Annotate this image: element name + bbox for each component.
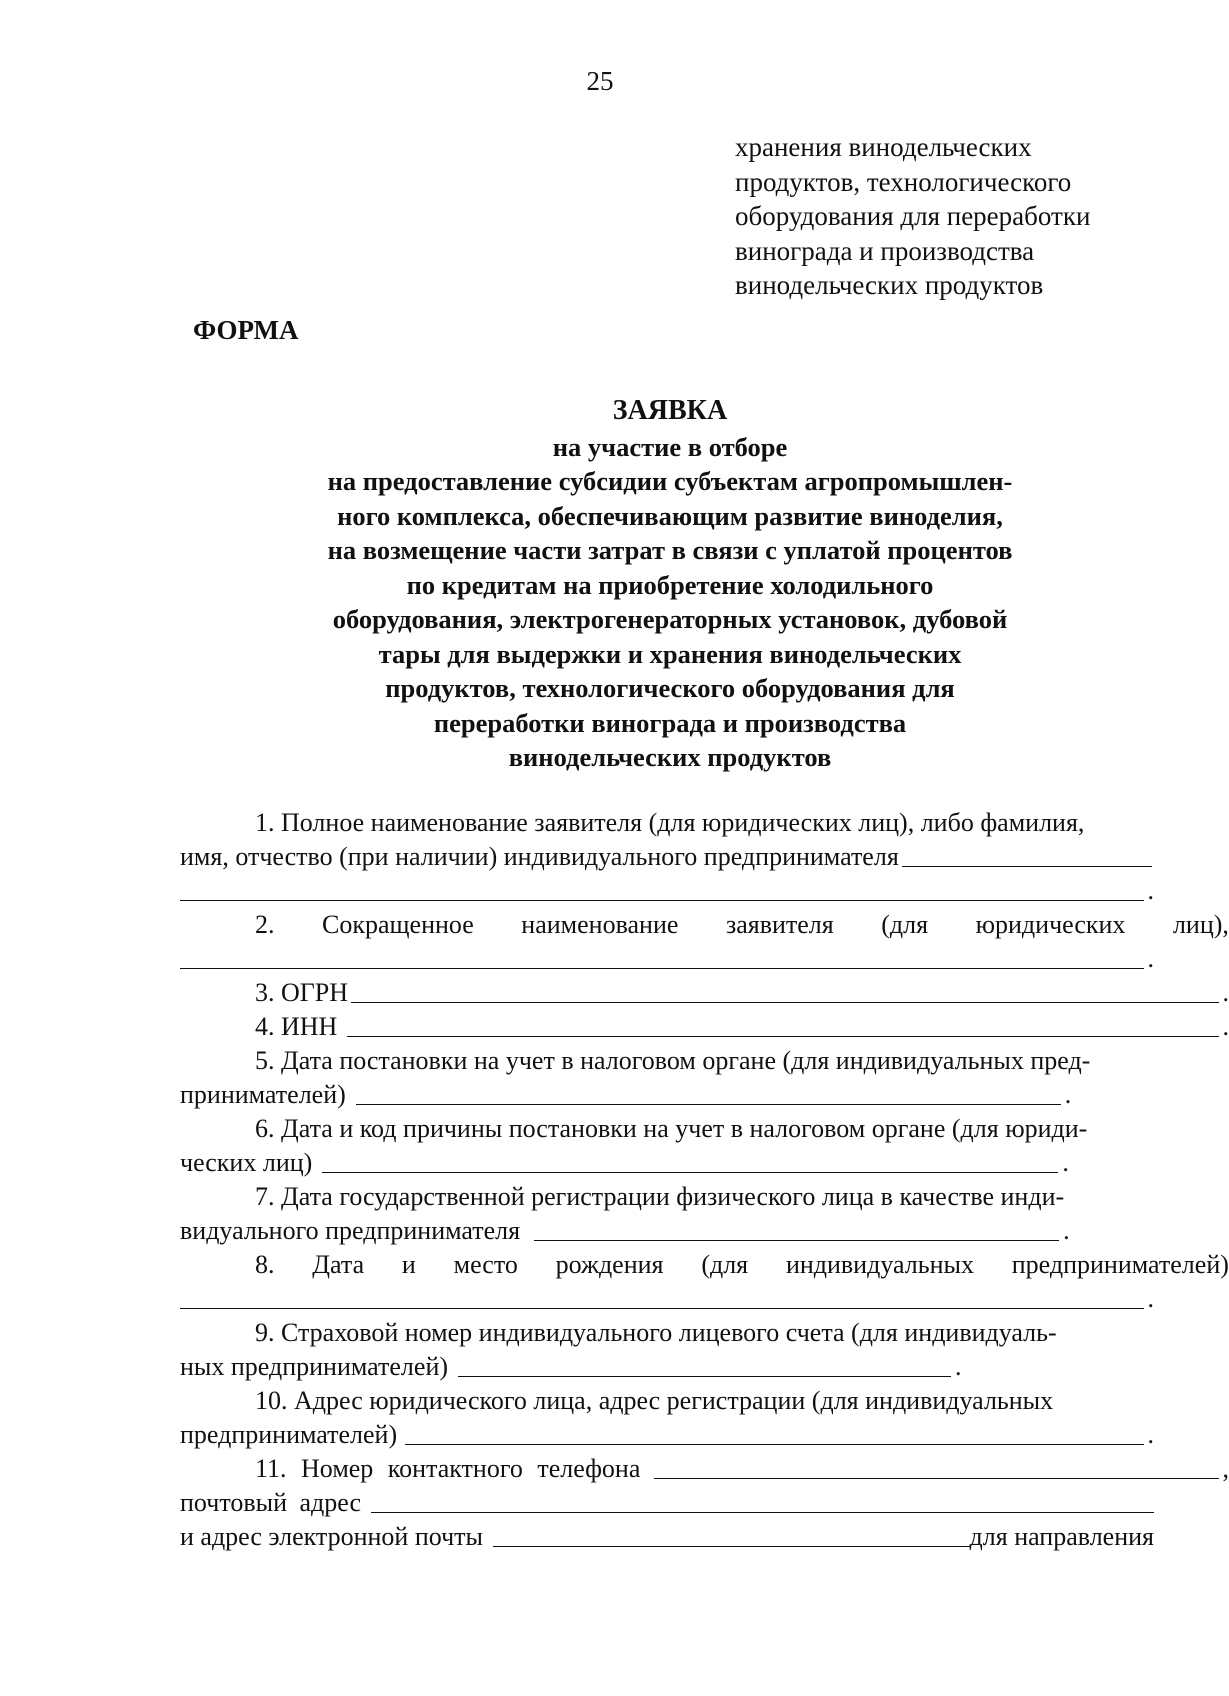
- title-line: на участие в отборе: [552, 431, 788, 462]
- item-11-line-2: почтовый адрес: [180, 1486, 1154, 1520]
- item-3-line: 3. ОГРН .: [255, 978, 1229, 1007]
- header-note-line: винограда и производства: [735, 235, 1035, 266]
- item-6-line-1: 6. Дата и код причины постановки на учет в налоговом органе (для юриди-: [255, 1114, 1088, 1143]
- tax-registration-code-field[interactable]: [322, 1148, 1058, 1173]
- applicant-name-field[interactable]: [902, 842, 1152, 867]
- page-number: 25: [586, 66, 614, 96]
- title-line: по кредитам на приобретение холодильного: [406, 569, 934, 600]
- item-7-line-2: видуального предпринимателя .: [180, 1216, 1070, 1245]
- item-4-line: 4. ИНН .: [255, 1012, 1229, 1041]
- header-note: [735, 130, 1155, 303]
- item-1-line-2: имя, отчество (при наличии) индивидуального предпринимателя: [180, 840, 1154, 874]
- item-1-line-1: 1. Полное наименование заявителя (для юридических лиц), либо фамилия,: [255, 808, 1085, 837]
- postal-address-field[interactable]: [371, 1488, 1154, 1513]
- item-8-line-1: 8. Дата и место рождения (для индивидуальных предпринимателей): [255, 1250, 1229, 1279]
- inn-field[interactable]: [347, 1012, 1218, 1037]
- item-10-line-2: предпринимателей) .: [180, 1420, 1154, 1449]
- item-10-line-1: 10. Адрес юридического лица, адрес регистрации (для индивидуальных: [255, 1386, 1054, 1415]
- item-5-line-2: принимателей) .: [180, 1080, 1072, 1109]
- state-registration-date-field[interactable]: [534, 1216, 1059, 1241]
- header-note-line: хранения винодельческих: [735, 132, 1032, 162]
- item-6-line-2: ческих лиц) .: [180, 1148, 1069, 1177]
- item-11-line-3: и адрес электронной почты для направления: [180, 1522, 1154, 1551]
- item-9-line-1: 9. Страховой номер индивидуального лицевого счета (для индивидуаль-: [255, 1318, 1057, 1347]
- legal-address-field[interactable]: [405, 1420, 1143, 1445]
- title-line: оборудования, электрогенераторных установок, дубовой: [332, 604, 1008, 634]
- header-note-line: оборудования для переработки: [735, 201, 1091, 231]
- header-note-line: винодельческих продуктов: [735, 270, 1044, 300]
- item-2-line-1: 2. Сокращенное наименование заявителя (для юридических лиц),: [255, 910, 1229, 939]
- email-field[interactable]: [493, 1522, 970, 1547]
- form-label: ФОРМА: [193, 315, 299, 345]
- item-7-line-1: 7. Дата государственной регистрации физического лица в качестве инди-: [255, 1182, 1065, 1211]
- title-line: переработки винограда и производства: [433, 707, 907, 738]
- document-title: [180, 394, 1160, 775]
- title-line: на возмещение части затрат в связи с уплатой процентов: [327, 535, 1013, 565]
- item-11-line-1: 11. Номер контактного телефона ,: [255, 1454, 1229, 1483]
- item-1-line-3: .: [180, 874, 1154, 908]
- title-line: ного комплекса, обеспечивающим развитие виноделия,: [337, 500, 1003, 531]
- applicant-name-field-cont[interactable]: [180, 876, 1144, 901]
- item-9-line-2: ных предпринимателей) .: [180, 1352, 962, 1381]
- title-line: тары для выдержки и хранения винодельческих: [378, 638, 962, 669]
- title-line: продуктов, технологического оборудования для: [385, 673, 955, 703]
- item-5-line-1: 5. Дата постановки на учет в налоговом органе (для индивидуальных пред-: [255, 1046, 1091, 1075]
- item-2-line-2: .: [180, 942, 1154, 976]
- item-8-line-2: .: [180, 1282, 1154, 1316]
- short-name-field[interactable]: [180, 944, 1144, 969]
- tax-registration-date-field[interactable]: [356, 1080, 1061, 1105]
- title-line: на предоставление субсидии субъектам агропромышлен-: [327, 466, 1013, 496]
- title-line: винодельческих продуктов: [508, 742, 832, 772]
- ogrn-field[interactable]: [351, 978, 1218, 1003]
- header-note-line: продуктов, технологического: [735, 166, 1072, 197]
- phone-field[interactable]: [654, 1454, 1218, 1479]
- snils-field[interactable]: [458, 1352, 951, 1377]
- birth-date-place-field[interactable]: [180, 1284, 1144, 1309]
- title-main: ЗАЯВКА: [612, 395, 728, 426]
